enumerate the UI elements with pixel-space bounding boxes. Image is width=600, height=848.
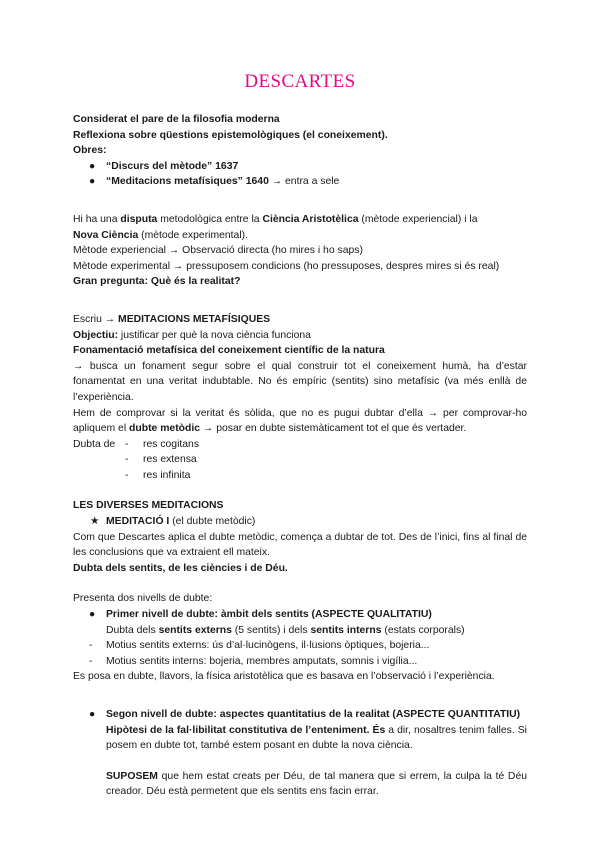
comprovar-paragraph: Hem de comprovar si la veritat és sòlida, que no es pugui dubtar d’ella → per comprovar-ho apliquem el dubte metòdic → posar en dubte sistemàticament tot el que és vertader. (73, 407, 527, 435)
fisica-line: Es posa en dubte, llavors, la física aristotèlica que es basava en l’observació i l’experiència. (73, 671, 495, 683)
dubta-item: - res extensa (73, 452, 527, 468)
star-icon: ★ (90, 516, 100, 528)
obra-item: ● “Discurs del mètode” 1637 (73, 159, 527, 175)
nivells-intro: Presenta dos nivells de dubte: (73, 593, 213, 605)
dubta-label: Dubta de (73, 438, 116, 450)
dash-icon: - (125, 438, 129, 450)
obra-item: ● “Meditacions metafísiques” 1640 → entra a sele (73, 174, 527, 190)
dash-icon: - (125, 469, 129, 481)
bullet-icon: ● (89, 609, 96, 621)
intro-line-1: Considerat el pare de la filosofia moderna (73, 114, 280, 125)
fonament-paragraph: → busca un fonament segur sobre el qual construir tot el coneixement humà, ha d’estar fonamentat en una veritat indubtable. No és empíric (sentits) sino metafísic (va més enllà de l’experiència. (73, 360, 527, 403)
segon-nivell-title: ● Segon nivell de dubte: aspectes quantitatius de la realitat (ASPECTE QUANTITATIU) (73, 707, 527, 723)
dubta-item: - res infinita (73, 468, 527, 484)
dubta-sentits-line: Dubta dels sentits, de les ciències i de Déu. (73, 562, 288, 574)
gran-pregunta: Gran pregunta: Què és la realitat? (73, 276, 241, 288)
intro-line-2: Reflexiona sobre qüestions epistemològiques (el coneixement). (73, 129, 388, 141)
bullet-icon: ● (89, 160, 96, 172)
motius-item: - Motius sentits interns: bojeria, membres amputats, somnis i vigília... (73, 654, 527, 670)
metode-experimental: Mètode experimental → pressuposem condicions (ho pressuposes, despres mires si és real) (73, 260, 500, 272)
suposem-paragraph: SUPOSEM que hem estat creats per Déu, de tal manera que si errem, la culpa la té Déu creador. Déu està permetent que els sentits ens facin errar. (106, 770, 527, 798)
bullet-icon: ● (89, 176, 96, 188)
dubte-paragraph: Com que Descartes aplica el dubte metòdic, comença a dubtar de tot. Des de l’inici, fins al final de les conclusions que va extraient ell mateix. (73, 531, 527, 559)
diverses-heading: LES DIVERSES MEDITACIONS (73, 500, 224, 512)
obres-label: Obres: (73, 145, 107, 157)
dash-icon: - (89, 655, 93, 667)
bullet-icon: ● (89, 709, 96, 720)
meditacio-1-item: ★ MEDITACIÓ I (el dubte metòdic) (73, 514, 527, 530)
dash-icon: - (89, 640, 93, 652)
sentits-line: Dubta dels sentits externs (5 sentits) i dels sentits interns (estats corporals) (106, 624, 465, 636)
document-body (73, 112, 527, 800)
dubta-item: Dubta de - res cogitans (73, 437, 527, 453)
motius-item: - Motius sentits externs: ús d’al·lucinògens, il·lusions òptiques, bojeria... (73, 638, 527, 654)
dash-icon: - (125, 454, 129, 466)
disputa-line-2: Nova Ciència (mètode experimental). (73, 229, 248, 241)
escriu-line: Escriu → MEDITACIONS METAFÍSIQUES (73, 313, 271, 325)
metode-experiencial: Mètode experiencial → Observació directa (ho mires i ho saps) (73, 245, 363, 257)
objectiu-line: Objectiu: justificar per què la nova ciència funciona (73, 329, 311, 341)
fonamentacio-heading: Fonamentació metafísica del coneixement científic de la natura (73, 345, 385, 357)
page-title: DESCARTES (244, 71, 356, 92)
disputa-line-1: Hi ha una disputa metodològica entre la Ciència Aristotèlica (mètode experiencial) i la (73, 213, 478, 225)
hipotesi-paragraph: Hipòtesi de la fal·libilitat constitutiva de l’enteniment. És a dir, nosaltres tenim falles. Si posem en dubte tot, també estem posant en dubte la nova ciència. (106, 724, 527, 752)
primer-nivell-title: ● Primer nivell de dubte: àmbit dels sentits (ASPECTE QUALITATIU) (73, 607, 527, 623)
